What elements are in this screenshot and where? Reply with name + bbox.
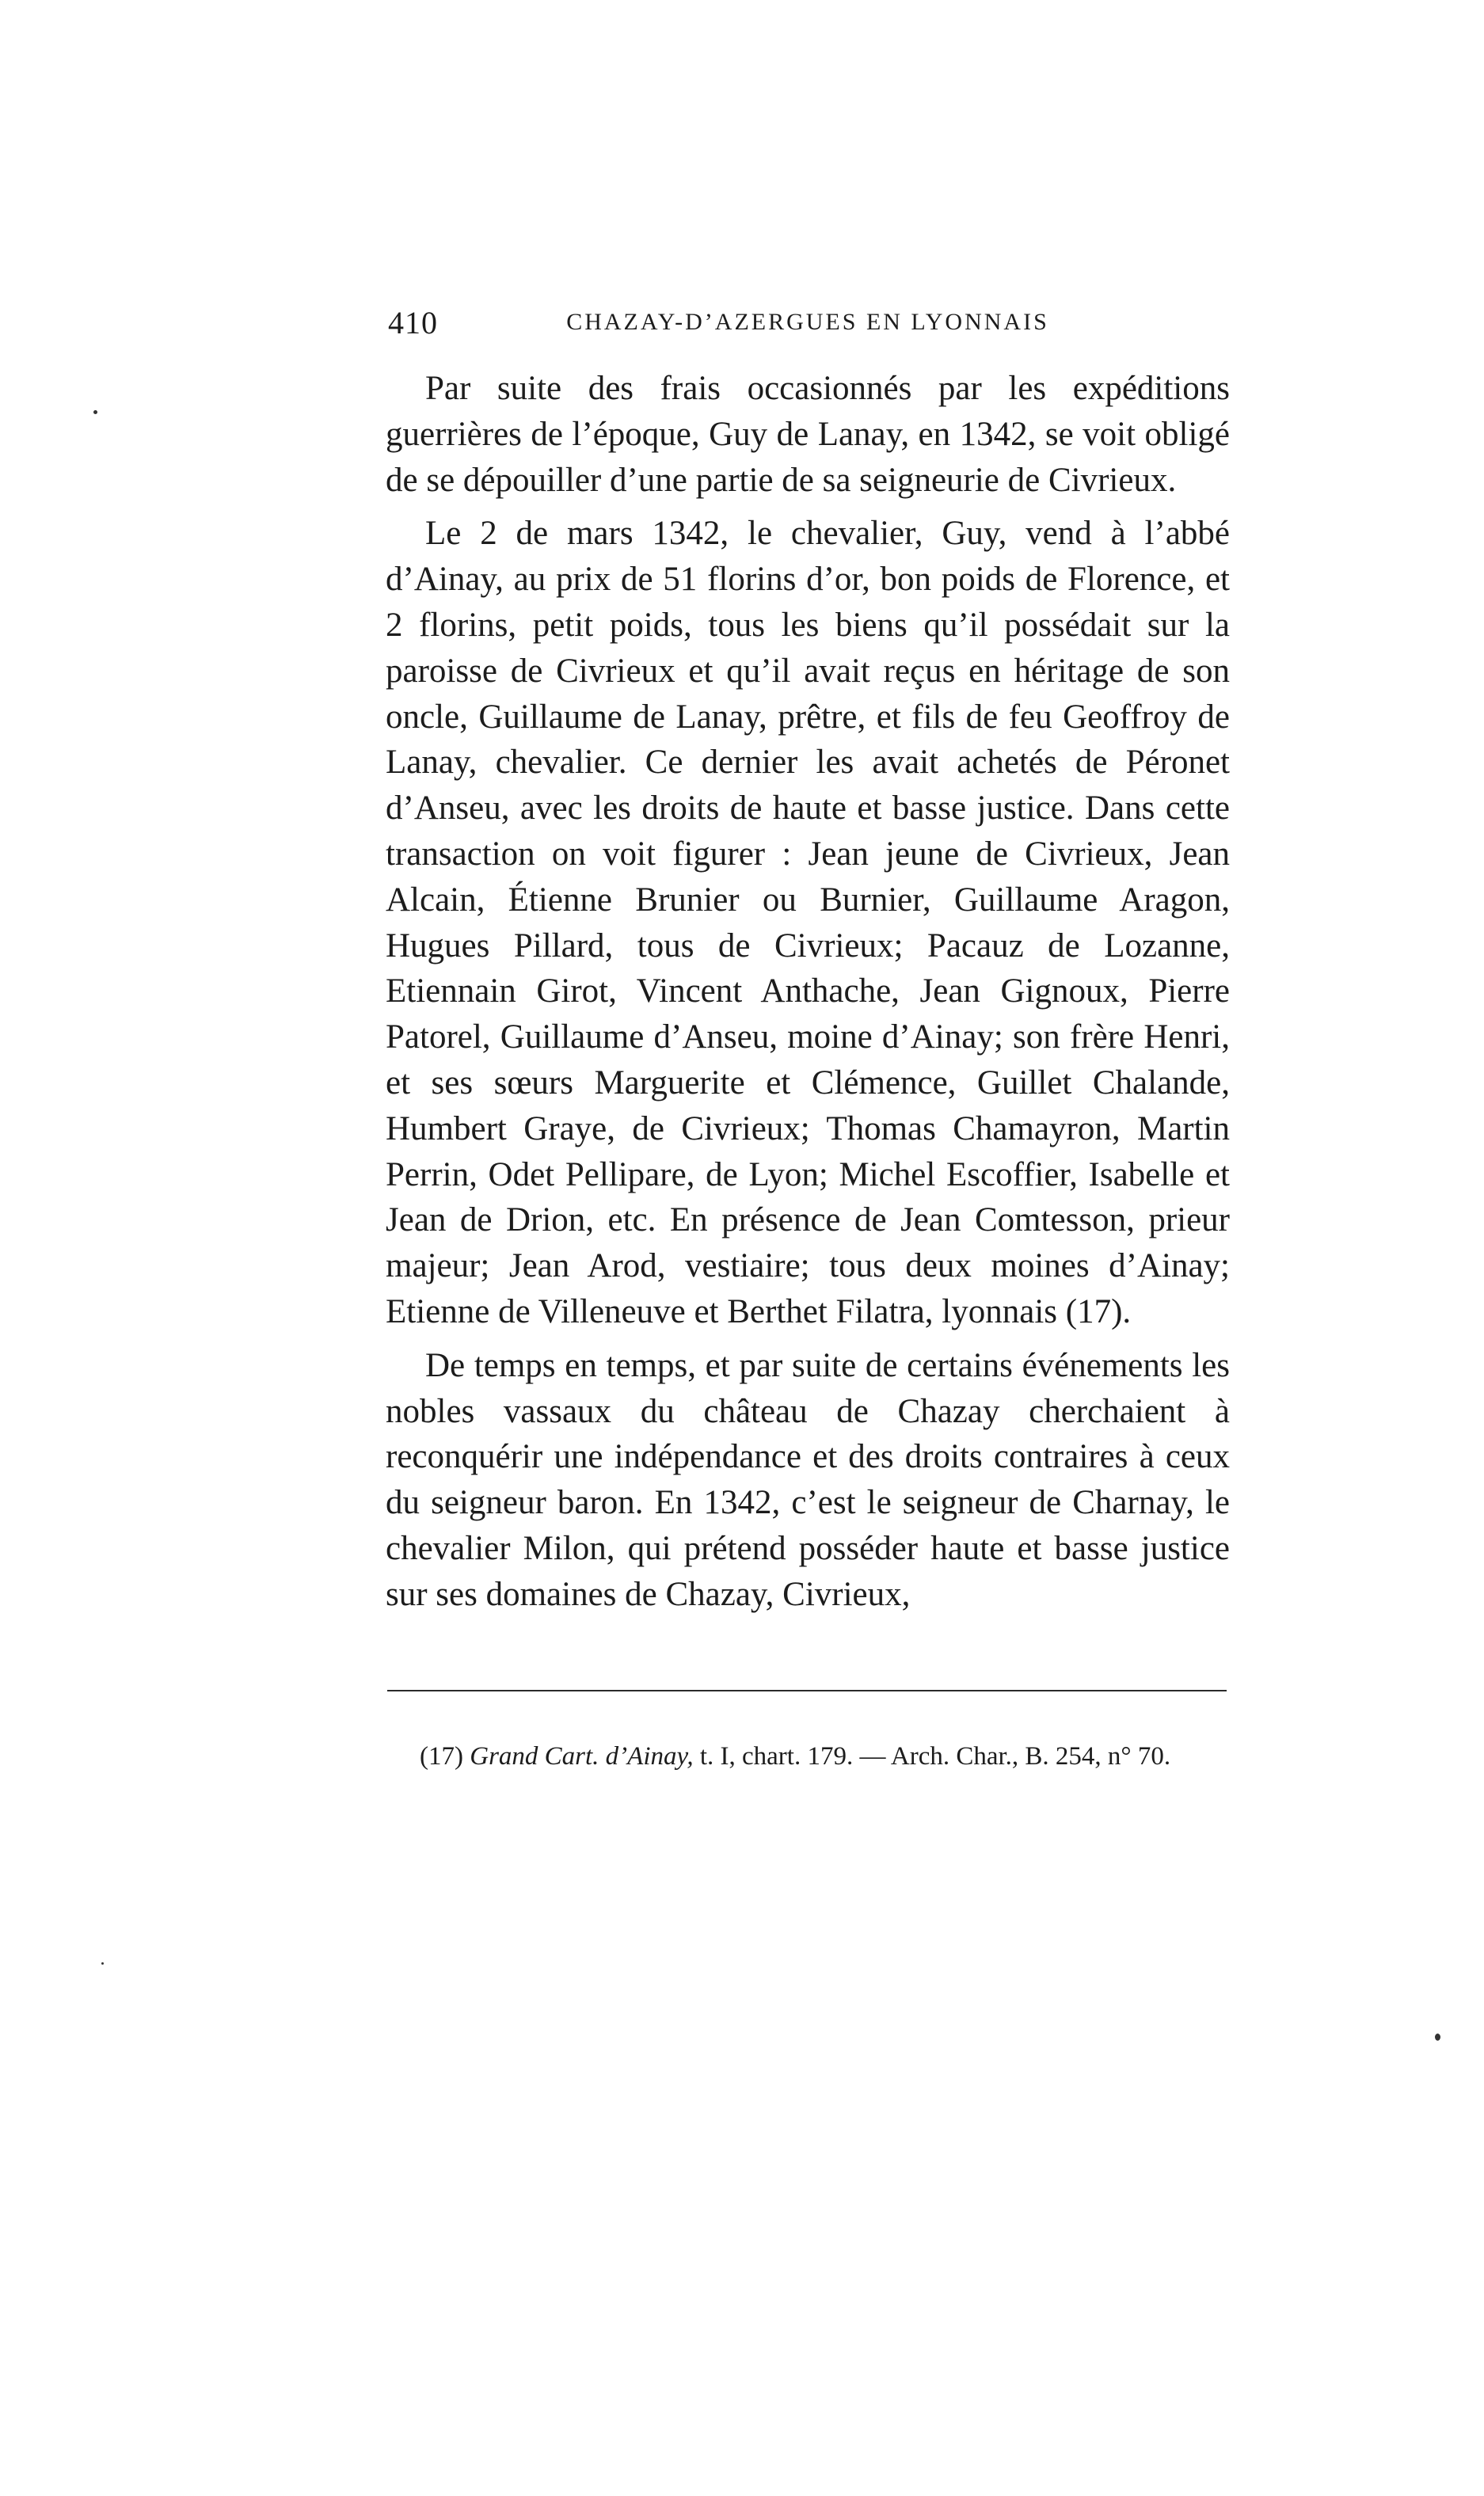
footnote-reference: t. I, chart. 179. — Arch. Char., B. 254, n° 70. — [693, 1742, 1171, 1771]
ink-speck — [93, 410, 97, 414]
body-text — [386, 366, 1230, 1618]
paragraph-1: Par suite des frais occasionnés par les expéditions guerrières de l’époque, Guy de Lanay, en 1342, se voit obligé de se dépouiller d’une partie de sa seigneurie de Civrieux. — [386, 370, 1230, 499]
ink-speck — [101, 1962, 104, 1965]
paragraph-3: De temps en temps, et par suite de certains événements les nobles vassaux du château de Chazay cherchaient à reconquérir une indépendance et des droits contraires à ceux du seigneur baron. En 1342, c’est le seigneur de Charnay, le chevalier Milon, qui prétend posséder haute et basse justice sur ses domaines de Chazay, Civrieux, — [386, 1346, 1230, 1613]
page-number: 410 — [388, 305, 438, 341]
footnote-number: (17) — [420, 1742, 463, 1771]
footnote-separator — [387, 1690, 1227, 1691]
page-header — [388, 304, 1227, 352]
running-title: CHAZAY-D’AZERGUES EN LYONNAIS — [566, 309, 1049, 335]
footnote — [388, 1736, 1227, 1777]
footnote-source: Grand Cart. d’Ainay, — [470, 1742, 694, 1771]
ink-speck — [1435, 2034, 1440, 2041]
paragraph-2: Le 2 de mars 1342, le chevalier, Guy, vend à l’abbé d’Ainay, au prix de 51 florins d’or, bon poids de Florence, et 2 florins, petit poids, tous les biens qu’il possédait sur la paroisse de Civrieux et qu’il avait reçus en héritage de son oncle, Guillaume de Lanay, prêtre, et fils de feu Geoffroy de Lanay, chevalier. Ce dernier les avait achetés de Péronet d’Anseu, avec les droits de haute et basse justice. Dans cette transaction on voit figurer : Jean jeune de Civrieux, Jean Alcain, Étienne Brunier ou Burnier, Guillaume Aragon, Hugues Pillard, tous de Civrieux; Pacauz de Lozanne, Etiennain Girot, Vincent Anthache, Jean Gignoux, Pierre Patorel, Guillaume d’Anseu, moine d’Ainay; son frère Henri, et ses sœurs Marguerite et Clémence, Guillet Chalande, Humbert Graye, de Civrieux; Thomas Chamayron, Martin Perrin, Odet Pellipare, de Lyon; Michel Escoffier, Isabelle et Jean de Drion, etc. En présence de Jean Comtesson, prieur majeur; Jean Arod, vestiaire; tous deux moines d’Ainay; Etienne de Villeneuve et Berthet Filatra, lyonnais (17). — [386, 515, 1230, 1330]
